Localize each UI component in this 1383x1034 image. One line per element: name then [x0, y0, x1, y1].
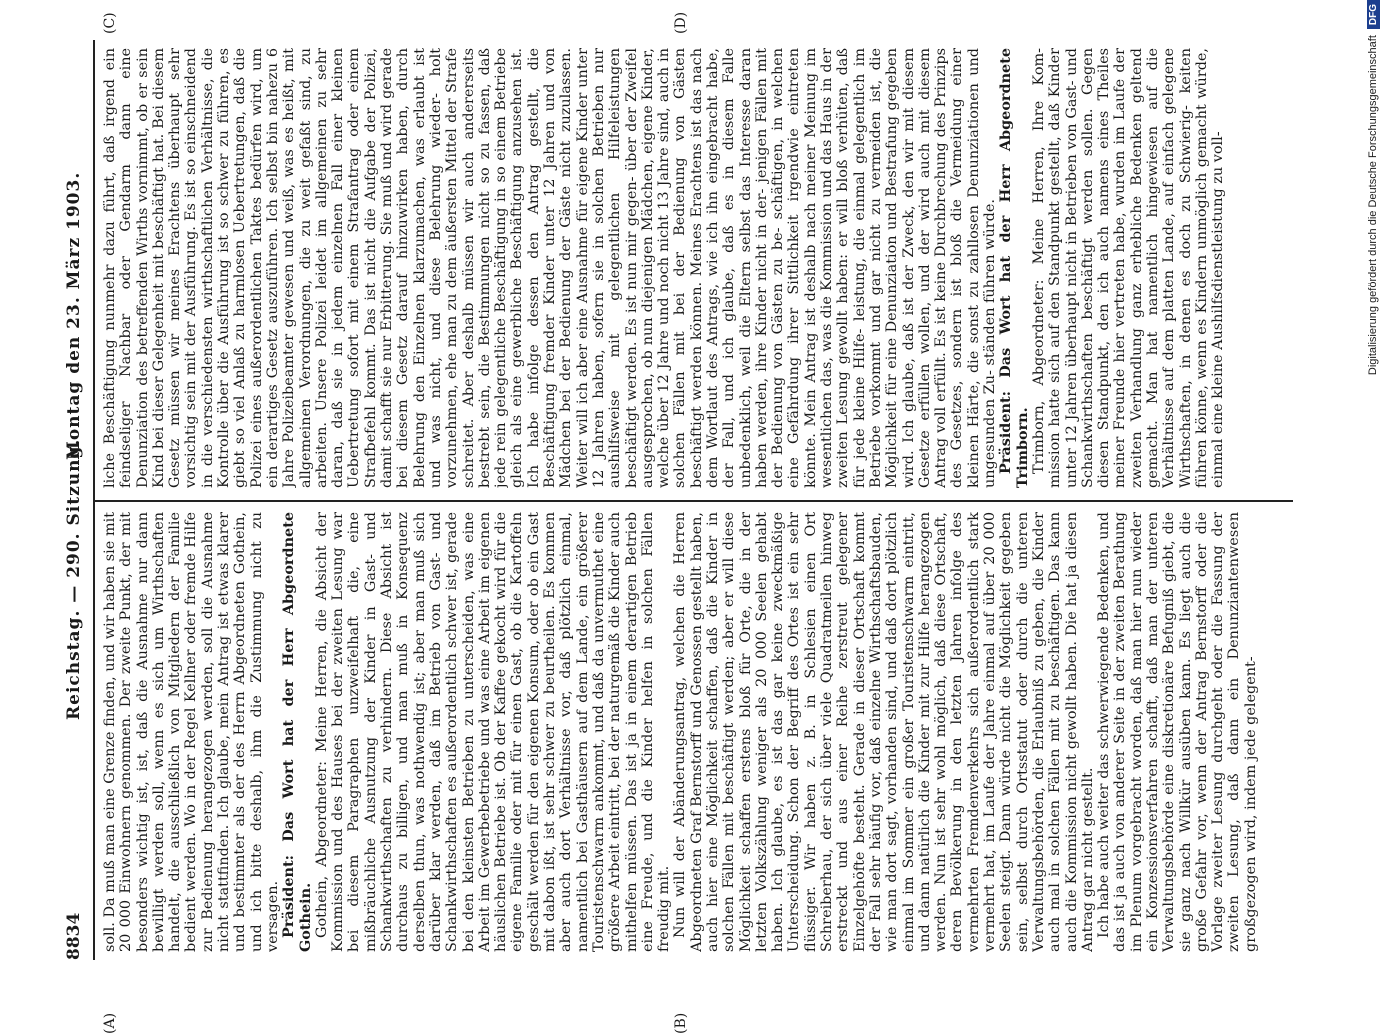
margin-marker-d: (D) — [673, 11, 689, 34]
right-column — [102, 48, 1292, 488]
session-date: Montag den 23. März 1903. — [64, 171, 84, 460]
margin-marker-b: (B) — [673, 1012, 689, 1034]
column-divider — [93, 500, 1293, 502]
left-column — [102, 512, 1292, 952]
dfg-logo: DFG — [1367, 0, 1380, 29]
paragraph: Nun will der Abänderungsantrag, welchen die Herren Abgeordneten Graf Bernstorff und Genossen gestellt haben, auch hier eine Möglichkeit schaffen, daß die Kinder in solchen Fällen mit beschäftigt werden; aber er will diese Möglichkeit schaffen erstens bloß für Orte, die in der letzten Volkszählung weniger als 20 000 Seelen gehabt haben. Ich glaube, es ist das gar keine zweckmäßige Unterscheidung. Schon der Begriff des Ortes ist ein sehr flüssiger. Wir haben z. B. in Schlesien einen Ort Schreiberhau, der sich über viele Quadratmeilen hinweg erstreckt und aus einer Reihe zerstreut gelegener Einzelgehöfte besteht. Gerade in dieser Ortschaft kommt der Fall sehr häufig vor, daß einzelne Wirthschaftsbauden, wie man dort sagt, vorhanden sind, und daß dort plötzlich einmal im Sommer ein großer Touristenschwarm eintritt, und dann natürlich die Kinder mit zur Hilfe herangezogen werden. Nun ist sehr wohl möglich, daß diese Ortschaft, deren Bevölkerung in den letzten Jahren infolge des vermehrten Fremdenverkehrs sich außerordentlich stark vermehrt hat, im Laufe der Jahre einmal auf über 20 000 Seelen steigt. Dann würde nicht die Möglichkeit gegeben sein, selbst durch Ortsstatut oder durch die unteren Verwaltungsbehörden, die Erlaubniß zu geben, die Kinder auch mal in solchen Fällen mit zu beschäftigen. Das kann auch die Kommission nicht gewollt haben. Die hat ja diesen Antrag gar nicht gestellt. — [672, 512, 1096, 952]
margin-marker-a: (A) — [102, 1012, 118, 1034]
session-title: Reichstag. — 290. Sitzung. — [64, 438, 84, 720]
paragraph: soll. Da muß man eine Grenze finden, und wir haben sie mit 20 000 Einwohnern genommen. Der zweite Punkt, der mit besonders wichtig ist, ist, daß die Ausnahme nur dann bewilligt werden soll, wenn es sich um Wirthschaften handelt, die ausschließlich von Mitgliedern der Familie bedient werden. Wo in der Regel Kellner oder fremde Hilfe zur Bedienung herangezogen werden, soll die Ausnahme nicht stattfinden. Ich glaube, mein Antrag ist etwas klarer und bestimmter als der des Herrn Abgeordneten Gothein, und ich bitte deshalb, ihm die Zustimmung nicht zu versagen. — [102, 512, 281, 952]
paragraph: Gothein, Abgeordneter: Meine Herren, die Absicht der Kommission und des Hauses bei der zweiten Lesung war bei diesem Paragraphen unzweifelhaft die, eine mißbräuchliche Ausnutzung der Kinder in Gast- und Schankwirthschaften zu verhindern. Diese Absicht ist durchaus zu billigen, und man muß in Konsequenz derselben thun, was nothwendig ist; aber man muß sich darüber klar werden, daß im Betrieb von Gast- und Schankwirthschaften es außerordentlich schwer ist, gerade bei den kleinsten Betrieben zu unterscheiden, was eine Arbeit im Gewerbebetriebe und was eine Arbeit im eigenen häuslichen Betriebe ist. Ob der Kaffee gekocht wird für die eigene Familie oder mit für einen Gast, ob die Kartoffeln geschält werden für den eigenen Konsum, oder ob ein Gast mit dabon ißt, ist sehr schwer zu beurtheilen. Es kommen aber auch dort Verhältnisse vor, daß plötzlich einmal, namentlich bei Gasthäusern auf dem Lande, ein größerer Touristenschwarm ankommt, und daß da unvermuthet eine größere Arbeit eintritt, bei der naturgemäß die Kinder auch mithelfen müssen. Das ist ja in einem derartigen Betrieb eine Freude, und die Kinder helfen in solchen Fällen freudig mit. — [313, 512, 673, 952]
page-number: 8834 — [64, 912, 84, 960]
margin-marker-c: (C) — [102, 12, 118, 34]
speaker-announcement: Präsident: Das Wort hat der Herr Abgeordnete Gothein. — [280, 512, 314, 952]
paragraph: liche Beschäftigung nunmehr dazu führt, daß irgend ein feindseliger Nachbar oder Gendarm dann eine Denunziation des betreffenden Wirths vornimmt, ob er sein Kind bei dieser Gelegenheit mit beschäftigt hat. Bei diesem Gesetz müssen wir meines Erachtens überhaupt sehr vorsichtig sein mit der Ausführung. Es ist so einschneidend in die verschiedensten wirthschaftlichen Verhältnisse, die Kontrolle über die Ausführung ist so schwer zu führen, es giebt so viel Anlaß zu harmlosen Uebertretungen, daß die Polizei eines außerordentlichen Taktes bedürfen wird, um ein derartiges Gesetz auszuführen. Ich selbst bin nahezu 6 Jahre Polizeibeamter gewesen und weiß, was es heißt, mit allgemeinen Verordnungen, die zu weit gefaßt sind, zu arbeiten. Unsere Polizei leidet im allgemeinen zu sehr daran, daß sie in jedem einzelnen Fall einer kleinen Uebertretung sofort mit einem Strafantrag oder einem Strafbefehl kommt. Das ist nicht die Aufgabe der Polizei, damit schafft sie nur Erbitterung. Sie muß und wird gerade bei diesem Gesetz darauf hinzuwirken haben, durch Belehrung den Einzelnen klarzumachen, was erlaubt ist und was nicht, und diese Belehrung wieder- holt vorzunehmen, ehe man zu dem äußersten Mittel der Strafe schreitet. Aber deshalb müssen wir auch andererseits bestrebt sein, die Bestimmungen nicht so zu fassen, daß jede rein gelegentliche Beschäftigung in so einem Betriebe gleich als eine gewerbliche Beschäftigung anzusehen ist. Ich habe infolge dessen den Antrag gestellt, die Beschäftigung fremder Kinder unter 12 Jahren und von Mädchen bei der Bedienung der Gäste nicht zuzulassen. Weiter will ich aber eine Ausnahme für eigene Kinder unter 12 Jahren haben, sofern sie in solchen Betrieben nur aushilfsweise mit gelegentlichen Hilfeleistungen beschäftigt werden. Es ist nun mir gegen- über der Zweifel ausgesprochen, ob nun diejenigen Mädchen, eigene Kinder, welche über 12 Jahre und noch nicht 13 Jahre sind, auch in solchen Fällen mit bei der Bedienung von Gästen beschäftigt werden können. Meines Erachtens ist das nach dem Wortlaut des Antrags, wie ich ihn eingebracht habe, der Fall, und ich glaube, daß es in diesem Falle unbedenklich, weil die Eltern selbst das Interesse daran haben werden, ihre Kinder nicht in der- jenigen Fällen mit der Bedienung von Gästen zu be- schäftigen, in welchen eine Gefährdung ihrer Sittlichkeit irgendwie eintreten könnte. Mein Antrag ist deshalb nach meiner Meinung im wesentlichen das, was die Kommission und das Haus in der zweiten Lesung gewollt haben: er will bloß verhüten, daß für jede kleine Hilfe- leistung, die einmal gelegentlich im Betriebe vorkommt und gar nicht zu vermeiden ist, die Möglichkeit für eine Denunziation und Bestrafung gegeben wird. Ich glaube, daß ist der Zweck, den wir mit diesem Gesetze erfüllen wollen, und der wird auch mit diesem Antrag voll erfüllt. Es ist keine Durchbrechung des Prinzips des Gesetzes, sondern ist bloß die Vermeidung einer kleinen Härte, die sonst zu zahllosen Denunziationen und ungesunden Zu- ständen führen würde. — [102, 48, 999, 488]
digitization-credit — [1363, 0, 1383, 1000]
speaker-announcement: Präsident: Das Wort hat der Herr Abgeordnete Trimborn. — [997, 48, 1031, 488]
document-page — [58, 0, 1318, 1034]
page-header — [58, 40, 92, 960]
paragraph: Ich habe auch weiter das schwerwiegende Bedenken, und das ist ja auch von anderer Seite in der zweiten Berathung im Plenum vorgebracht worden, daß man hier nun wieder ein Konzessionsverfahren schafft, daß man der unteren Verwaltungsbehörde eine diskretionäre Befugniß giebt, die sie ganz nach Willkür ausüben kann. Es liegt auch die große Gefahr vor, wenn der Antrag Bernstorff oder die Vorlage zweiter Lesung durchgeht oder die Fassung der zweiten Lesung, daß dann ein Denunziantenwesen großgezogen wird, indem jede gelegent- — [1096, 512, 1259, 952]
paragraph: Trimborn, Abgeordneter: Meine Herren, Ihre Kom- mission hatte sich auf den Standpunkt gestellt, daß Kinder unter 12 Jahren überhaupt nicht in Betrieben von Gast- und Schankwirthschaften beschäftigt werden sollen. Gegen diesen Standpunkt, den ich auch namens eines Theiles meiner Freunde hier vertreten habe, wurden im Laufe der zweiten Verhandlung ganz erhebliche Bedenken geltend gemacht. Man hat namentlich hingewiesen auf die Verhältnisse auf dem platten Lande, auf einfach gelegene Wirthschaften, in denen es doch zu Schwierig- keiten führen könne, wenn es Kindern unmöglich gemacht würde, einmal eine kleine Aushilfsdienstleistung zu voll- — [1030, 48, 1227, 488]
credit-text: Digitalisierung gefördert durch die Deutsche Forschungsgemeinschaft — [1367, 35, 1379, 376]
